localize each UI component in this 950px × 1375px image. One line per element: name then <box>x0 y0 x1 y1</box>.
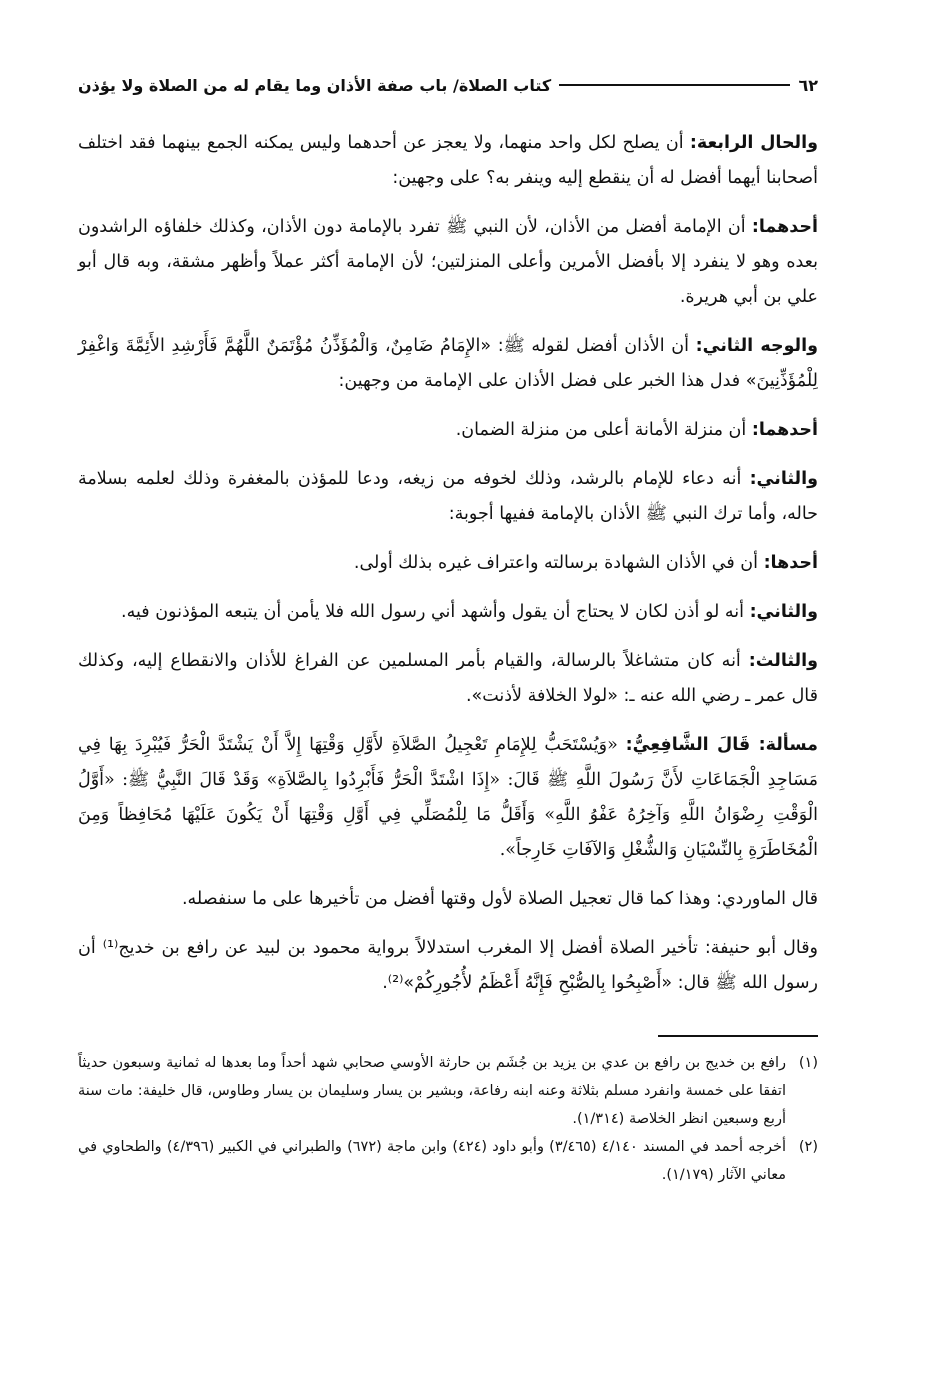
paragraph <box>78 546 818 581</box>
paragraph-text: أن في الأذان الشهادة برسالته واعتراف غيره بذلك أولى. <box>353 553 764 573</box>
footnotes <box>78 1049 818 1189</box>
footnote <box>78 1049 818 1133</box>
paragraph-lead: أحدهما: <box>751 420 818 440</box>
paragraph <box>78 413 818 448</box>
paragraph-lead: والثاني: <box>749 602 818 622</box>
paragraph-text: قال الماوردي: وهذا كما قال تعجيل الصلاة لأول وقتها أفضل من تأخيرها على ما سنفصله. <box>181 889 818 909</box>
paragraph <box>78 882 818 917</box>
running-header <box>78 70 818 100</box>
paragraph-lead: أحدها: <box>763 553 818 573</box>
footnote <box>78 1133 818 1189</box>
paragraph-lead: والثالث: <box>748 651 818 671</box>
paragraph-lead: والثاني: <box>749 469 818 489</box>
paragraph <box>78 210 818 315</box>
paragraph-text: أن منزلة الأمانة أعلى من منزلة الضمان. <box>455 420 752 440</box>
paragraph-lead: والحال الرابعة: <box>689 133 819 153</box>
paragraph-text: أنه لو أذن لكان لا يحتاج أن يقول وأشهد أني رسول الله فلا يأمن أن يتبعه المؤذنون فيه. <box>121 602 750 622</box>
book-page <box>78 70 818 1189</box>
paragraph-text: أنه كان متشاغلاً بالرسالة، والقيام بأمر المسلمين عن الفراغ للأذان والانقطاع إليه، وكذلك قال عمر ـ رضي الله عنه ـ: «لولا الخلافة لأذنت». <box>78 651 818 706</box>
paragraph-lead: مسألة: قَالَ الشَّافِعِيُّ: <box>625 735 818 755</box>
page-number: ٦٢ <box>798 75 818 95</box>
paragraph-text: «وَيُسْتَحَبُّ لِلإِمَامِ تَعْجِيلُ الصَّلاَةِ لأَوَّلِ وَقْتِهَا إِلاَّ أَنْ يَشْتَدَّ الْحَرُّ فَيُبْرِدَ بِهَا فِي مَسَاجِدِ الْجَمَاعَاتِ لأَنَّ رَسُولَ اللَّهِ ﷺ قَالَ: «إِذَا اشْتَدَّ الْحَرُّ فَأَبْرِدُوا بِالصَّلاَةِ» وَقَدْ قَالَ النَّبِيُّ ﷺ: «أَوَّلُ الْوَقْتِ رِضْوَانُ اللَّهِ وَآخِرُهُ عَفْوُ اللَّهِ» وَأَقَلُّ مَا لِلْمُصَلِّي فِي أَوَّلِ وَقْتِهَا أَنْ يَكُونَ عَلَيْهَا مُحَافِظاً وَمِنَ الْمُخَاطَرَةِ بِالنِّسْيَانِ وَالشُّغْلِ وَالآفَاتِ خَارِجاً». <box>78 735 818 860</box>
main-text <box>78 126 818 1001</box>
paragraph-text: أنه دعاء للإمام بالرشد، وذلك لخوفه من زيغه، ودعا للمؤذن بالمغفرة وذلك لعلمه بسلامة حاله، وأما ترك النبي ﷺ الأذان بالإمامة ففيها أجوبة: <box>78 469 818 524</box>
header-rule <box>559 84 790 86</box>
running-title: كتاب الصلاة/ باب صفة الأذان وما يقام له من الصلاة ولا يؤذن <box>78 75 552 95</box>
paragraph-text: أن يصلح لكل واحد منهما، ولا يعجز عن أحدهما وليس يمكنه الجمع بينهما فقد اختلف أصحابنا أيهما أفضل له أن ينقطع إليه وينفر به؟ على وجهين: <box>78 133 818 188</box>
footnote-text: أخرجه أحمد في المسند ٤/١٤٠ (٣/٤٦٥) وأبو داود (٤٢٤) وابن ماجة (٦٧٢) والطبراني في الكبير (٤/٣٩٦) والطحاوي في معاني الآثار (١/١٧٩). <box>78 1139 787 1183</box>
paragraph <box>78 126 818 196</box>
footnote-number: (١) <box>798 1055 818 1071</box>
paragraph-lead: أحدهما: <box>751 217 818 237</box>
paragraph <box>78 931 818 1001</box>
paragraph-text: وقال أبو حنيفة: تأخير الصلاة أفضل إلا المغرب استدلالاً برواية محمود بن لبيد عن رافع بن خديج⁽¹⁾ أن رسول الله ﷺ قال: «أَصْبِحُوا بِالصُّبْحِ فَإِنَّهُ أَعْظَمُ لأُجُورِكُمْ»⁽²⁾. <box>78 938 819 993</box>
paragraph-text: أن الأذان أفضل لقوله ﷺ: «الإِمَامُ ضَامِنٌ، وَالْمُؤَذِّنُ مُؤْتَمَنٌ اللَّهُمَّ فَأَرْشِدِ الأَئِمَّةَ وَاغْفِرْ لِلْمُؤَذِّنِينَ» فدل هذا الخبر على فضل الأذان على الإمامة من وجهين: <box>78 336 818 391</box>
footnote-separator <box>658 1035 818 1037</box>
paragraph-shafii-issue <box>78 728 818 868</box>
paragraph <box>78 644 818 714</box>
paragraph-text: أن الإمامة أفضل من الأذان، لأن النبي ﷺ تفرد بالإمامة دون الأذان، وكذلك خلفاؤه الراشدون بعده وهو لا ينفرد إلا بأفضل الأمرين وأعلى المنزلتين؛ لأن الإمامة أكثر عملاً وأظهر مشقة، وبه قال أبو علي بن أبي هريرة. <box>78 217 818 307</box>
paragraph <box>78 329 818 399</box>
footnote-text: رافع بن خديج بن رافع بن عدي بن يزيد بن جُشَم بن حارثة الأوسي صحابي شهد أحداً وما بعدها له ثمانية وسبعون حديثاً اتفقا على خمسة وانفرد مسلم بثلاثة وعنه ابنه رفاعة، وبشير بن يسار وسليمان بن يسار وطاوس، قال خليفة: مات سنة أربع وسبعين انظر الخلاصة (١/٣١٤). <box>78 1055 786 1127</box>
paragraph-lead: والوجه الثاني: <box>695 336 818 356</box>
paragraph <box>78 595 818 630</box>
paragraph <box>78 462 818 532</box>
footnote-number: (٢) <box>798 1139 818 1155</box>
